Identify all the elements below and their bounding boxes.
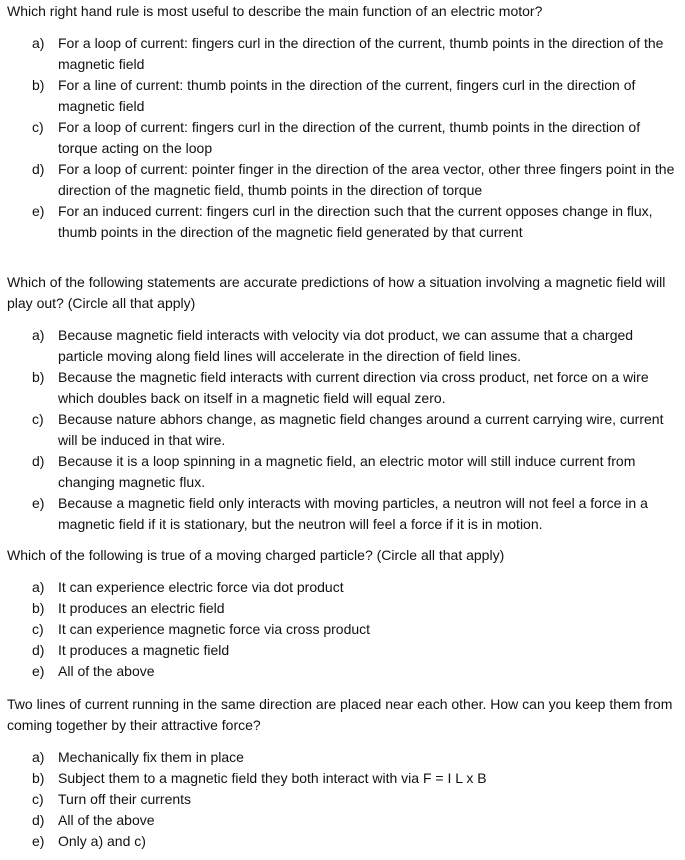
q3-option-b[interactable]: [0, 598, 685, 619]
option-text: It can experience electric force via dot product: [58, 579, 344, 595]
q3-option-a[interactable]: [0, 577, 685, 598]
question-1-options: [0, 33, 685, 243]
q1-option-c[interactable]: [0, 117, 685, 159]
q3-option-e[interactable]: [0, 661, 685, 682]
option-text: For an induced current: fingers curl in the direction such that the current opposes change in flux, thumb points in the direction of the magnetic field generated by that current: [58, 203, 653, 240]
option-text: All of the above: [58, 663, 155, 679]
option-letter: b): [32, 770, 45, 786]
question-2-options: [0, 325, 685, 535]
option-text: Mechanically fix them in place: [58, 749, 244, 765]
option-text: Because a magnetic field only interacts with moving particles, a neutron will not feel a force in a magnetic field if it is stationary, but the neutron will feel a force if it is in motion.: [58, 495, 648, 532]
option-letter: c): [32, 411, 44, 427]
q2-option-a[interactable]: [0, 325, 685, 367]
option-text: For a loop of current: fingers curl in the direction of the current, thumb points in the direction of the magnetic field: [58, 35, 664, 72]
option-letter: c): [32, 621, 44, 637]
option-letter: d): [32, 161, 45, 177]
q2-option-e[interactable]: [0, 493, 685, 535]
question-4-text: Two lines of current running in the same direction are placed near each other. How can you keep them from coming together by their attractive force?: [7, 696, 673, 733]
option-text: Turn off their currents: [58, 791, 192, 807]
q1-option-d[interactable]: [0, 159, 685, 201]
option-letter: a): [32, 327, 45, 343]
option-text: Because it is a loop spinning in a magnetic field, an electric motor will still induce current from changing magnetic flux.: [58, 453, 636, 490]
option-text: It produces an electric field: [58, 600, 225, 616]
option-letter: b): [32, 77, 45, 93]
option-text: For a loop of current: fingers curl in the direction of the current, thumb points in the direction of torque acting on the loop: [58, 119, 641, 156]
question-3-options: [0, 577, 685, 682]
q2-option-d[interactable]: [0, 451, 685, 493]
q4-option-c[interactable]: [0, 789, 685, 810]
option-text: It produces a magnetic field: [58, 642, 230, 658]
question-3: [0, 545, 685, 682]
question-3-text: Which of the following is true of a moving charged particle? (Circle all that apply): [7, 547, 505, 563]
q1-option-b[interactable]: [0, 75, 685, 117]
q1-option-e[interactable]: [0, 201, 685, 243]
question-4-options: [0, 747, 685, 852]
question-1-text: Which right hand rule is most useful to describe the main function of an electric motor?: [7, 3, 543, 19]
option-letter: c): [32, 791, 44, 807]
option-text: Subject them to a magnetic field they both interact with via F = I L x B: [58, 770, 487, 786]
option-letter: a): [32, 35, 45, 51]
option-letter: e): [32, 495, 45, 511]
q1-option-a[interactable]: [0, 33, 685, 75]
q4-option-b[interactable]: [0, 768, 685, 789]
option-text: Because nature abhors change, as magnetic field changes around a current carrying wire, current will be induced in that wire.: [58, 411, 664, 448]
question-2-text: Which of the following statements are accurate predictions of how a situation involving a magnetic field will play out? (Circle all that apply): [7, 274, 666, 311]
option-letter: c): [32, 119, 44, 135]
q4-option-d[interactable]: [0, 810, 685, 831]
q2-option-c[interactable]: [0, 409, 685, 451]
q4-option-e[interactable]: [0, 831, 685, 852]
option-letter: a): [32, 579, 45, 595]
option-letter: b): [32, 369, 45, 385]
q4-option-a[interactable]: [0, 747, 685, 768]
question-1: [0, 1, 685, 243]
option-text: Only a) and c): [58, 833, 146, 849]
option-text: Because the magnetic field interacts with current direction via cross product, net force on a wire which doubles back on itself in a magnetic field will equal zero.: [58, 369, 649, 406]
option-letter: a): [32, 749, 45, 765]
option-letter: d): [32, 642, 45, 658]
question-4: [0, 694, 685, 852]
q3-option-d[interactable]: [0, 640, 685, 661]
option-text: For a loop of current: pointer finger in the direction of the area vector, other three fingers point in the direction of the magnetic field, thumb points in the direction of torque: [58, 161, 675, 198]
option-letter: d): [32, 812, 45, 828]
option-text: For a line of current: thumb points in the direction of the current, fingers curl in the direction of magnetic field: [58, 77, 636, 114]
option-letter: b): [32, 600, 45, 616]
option-text: All of the above: [58, 812, 155, 828]
option-text: Because magnetic field interacts with velocity via dot product, we can assume that a charged particle moving along field lines will accelerate in the direction of field lines.: [58, 327, 634, 364]
option-letter: e): [32, 833, 45, 849]
q3-option-c[interactable]: [0, 619, 685, 640]
option-letter: e): [32, 203, 45, 219]
q2-option-b[interactable]: [0, 367, 685, 409]
option-letter: e): [32, 663, 45, 679]
option-letter: d): [32, 453, 45, 469]
option-text: It can experience magnetic force via cross product: [58, 621, 371, 637]
question-2: [0, 272, 685, 535]
